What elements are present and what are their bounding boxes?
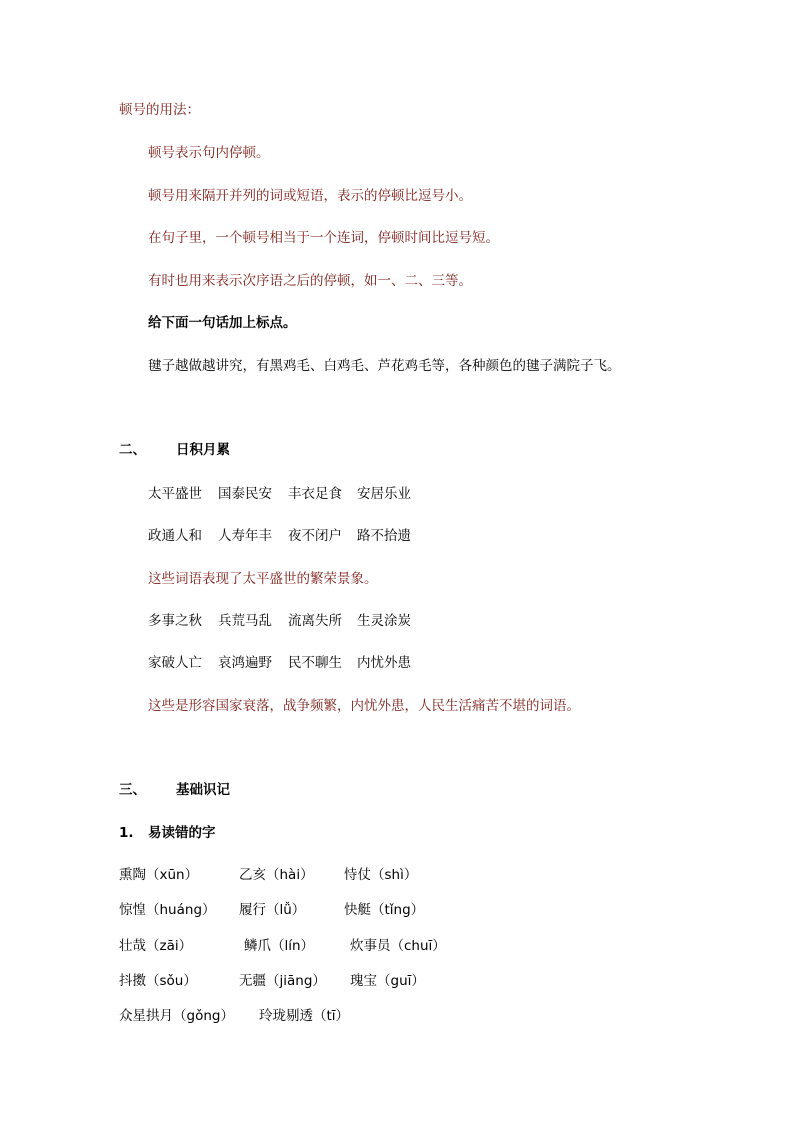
word-pinyin: 壮哉（zāi） bbox=[119, 938, 193, 954]
word-pinyin: 乙亥（hài） bbox=[239, 867, 314, 883]
exercise-instruction: 给下面一句话加上标点。 bbox=[148, 315, 297, 331]
idiom-note: 这些是形容国家衰落，战争频繁，内忧外患，人民生活痛苦不堪的词语。 bbox=[148, 698, 580, 714]
idiom: 政通人和 bbox=[148, 528, 202, 544]
idiom: 丰衣足食 bbox=[288, 486, 342, 502]
subsection-title: 易读错的字 bbox=[148, 825, 216, 841]
idiom: 家破人亡 bbox=[148, 655, 202, 671]
idiom: 太平盛世 bbox=[148, 486, 202, 502]
idiom: 民不聊生 bbox=[288, 655, 342, 671]
paragraph: 有时也用来表示次序语之后的停顿，如一、二、三等。 bbox=[148, 273, 472, 289]
idiom: 流离失所 bbox=[288, 613, 342, 629]
subsection-number: 1. bbox=[119, 825, 134, 841]
word-pinyin: 惊惶（huáng） bbox=[119, 902, 216, 918]
idiom: 路不拾遗 bbox=[357, 528, 411, 544]
section-title: 基础识记 bbox=[176, 782, 230, 798]
idiom: 人寿年丰 bbox=[218, 528, 272, 544]
word-pinyin: 无疆（jiāng） bbox=[239, 973, 326, 989]
idiom: 安居乐业 bbox=[357, 486, 411, 502]
word-pinyin: 众星拱月（gǒng） bbox=[119, 1008, 234, 1024]
word-pinyin: 鳞爪（lín） bbox=[244, 938, 315, 954]
idiom: 国泰民安 bbox=[218, 486, 272, 502]
word-pinyin: 玲珑剔透（tī） bbox=[259, 1008, 350, 1024]
section-title: 日积月累 bbox=[176, 442, 230, 458]
word-pinyin: 快艇（tǐng） bbox=[344, 902, 425, 918]
word-pinyin: 履行（lǚ） bbox=[239, 902, 306, 918]
word-pinyin: 瑰宝（guī） bbox=[350, 973, 425, 989]
idiom: 生灵涂炭 bbox=[357, 613, 411, 629]
idiom-note: 这些词语表现了太平盛世的繁荣景象。 bbox=[148, 571, 378, 587]
idiom: 哀鸿遍野 bbox=[218, 655, 272, 671]
word-pinyin: 恃仗（shì） bbox=[344, 867, 418, 883]
idiom: 内忧外患 bbox=[357, 655, 411, 671]
idiom: 兵荒马乱 bbox=[218, 613, 272, 629]
exercise-sentence: 毽子越做越讲究，有黑鸡毛、白鸡毛、芦花鸡毛等，各种颜色的毽子满院子飞。 bbox=[148, 358, 621, 374]
word-pinyin: 抖擞（sǒu） bbox=[119, 973, 197, 989]
paragraph: 顿号表示句内停顿。 bbox=[148, 145, 270, 161]
idiom: 夜不闭户 bbox=[288, 528, 342, 544]
section-number: 三、 bbox=[119, 782, 146, 798]
paragraph: 顿号用来隔开并列的词或短语，表示的停顿比逗号小。 bbox=[148, 188, 472, 204]
section-title: 顿号的用法： bbox=[119, 102, 200, 118]
idiom: 多事之秋 bbox=[148, 613, 202, 629]
section-number: 二、 bbox=[119, 442, 146, 458]
paragraph: 在句子里，一个顿号相当于一个连词，停顿时间比逗号短。 bbox=[148, 230, 499, 246]
word-pinyin: 熏陶（xūn） bbox=[119, 867, 199, 883]
word-pinyin: 炊事员（chuī） bbox=[350, 938, 446, 954]
